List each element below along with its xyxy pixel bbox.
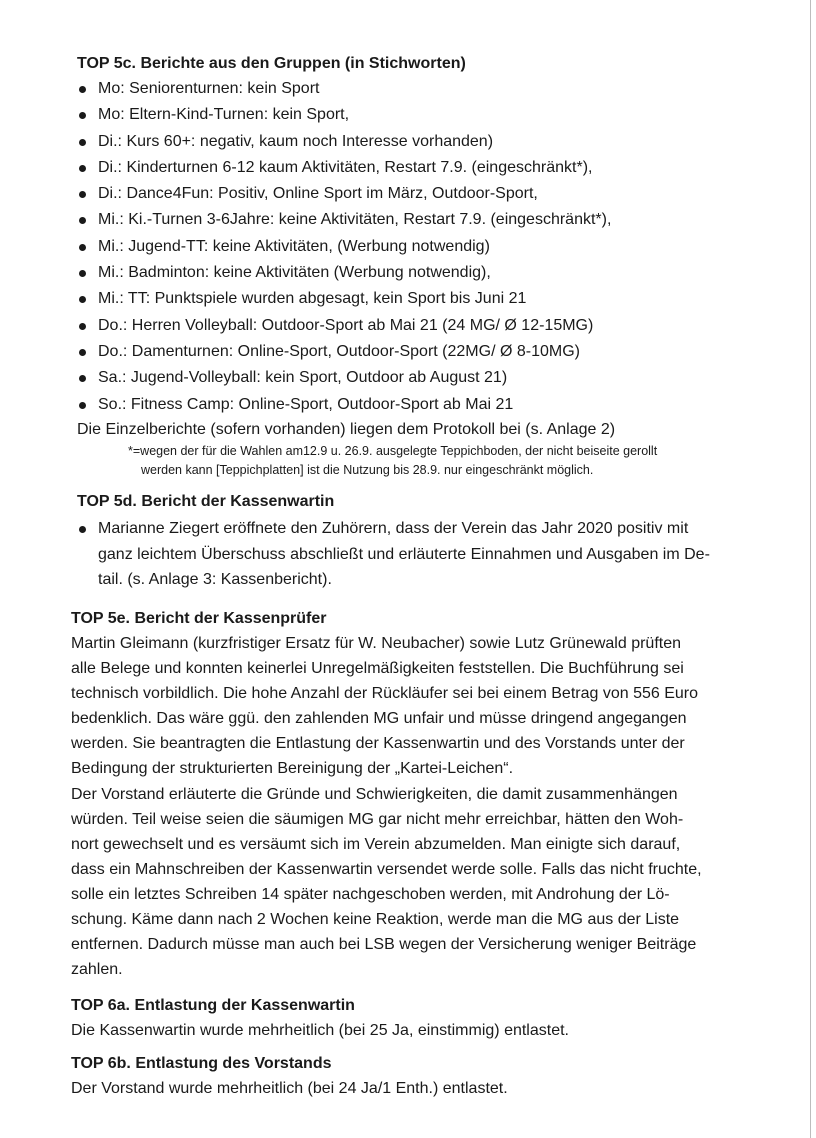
footnote-line: werden kann [Teppichplatten] ist die Nutzung bis 28.9. nur eingeschränkt möglich. bbox=[141, 463, 594, 477]
list-item: Mo: Eltern-Kind-Turnen: kein Sport, bbox=[77, 102, 615, 128]
text-line: schung. Käme dann nach 2 Wochen keine Reaktion, werde man die MG aus der Liste bbox=[71, 911, 680, 929]
text-line: technisch vorbildlich. Die hohe Anzahl der Rückläufer sei bei einem Betrag von 556 Euro bbox=[71, 685, 699, 703]
text-line: dass ein Mahnschreiben der Kassenwartin versendet werde solle. Falls das nicht fruchte, bbox=[71, 860, 702, 878]
top5c-heading: TOP 5c. Berichte aus den Gruppen (in Stichworten) bbox=[77, 55, 466, 72]
list-item: So.: Fitness Camp: Online-Sport, Outdoor-Sport ab Mai 21 bbox=[77, 392, 615, 418]
section-top5e bbox=[71, 607, 702, 982]
footnote-line: *=wegen der für die Wahlen am12.9 u. 26.9. ausgelegte Teppichboden, der nicht beiseite gerollt bbox=[128, 444, 658, 458]
attachment-note: Die Einzelberichte (sofern vorhanden) liegen dem Protokoll bei (s. Anlage 2) bbox=[77, 420, 616, 438]
list-item: Do.: Damenturnen: Online-Sport, Outdoor-Sport (22MG/ Ø 8-10MG) bbox=[77, 339, 615, 365]
text-line: entfernen. Dadurch müsse man auch bei LSB wegen der Versicherung weniger Beiträge bbox=[71, 936, 697, 954]
text-line: bedenklich. Das wäre ggü. den zahlenden MG unfair und müsse dringend angegangen bbox=[71, 710, 687, 728]
top6b-heading: TOP 6b. Entlastung des Vorstands bbox=[71, 1055, 332, 1072]
top6a-heading: TOP 6a. Entlastung der Kassenwartin bbox=[71, 997, 355, 1014]
text-line: Martin Gleimann (kurzfristiger Ersatz für W. Neubacher) sowie Lutz Grünewald prüften bbox=[71, 635, 682, 652]
text-line: nort gewechselt und es versäumt sich im Verein abzumelden. Man einigte sich darauf, bbox=[71, 835, 681, 853]
top5e-heading: TOP 5e. Bericht der Kassenprüfer bbox=[71, 610, 327, 627]
group-report-list bbox=[77, 76, 615, 418]
text-line: Bedingung der strukturierten Bereinigung der „Kartei-Leichen“. bbox=[71, 760, 514, 778]
list-item: Mi.: Badminton: keine Aktivitäten (Werbung notwendig), bbox=[77, 260, 615, 286]
list-item: Mo: Seniorenturnen: kein Sport bbox=[77, 76, 615, 102]
section-top5c bbox=[77, 52, 615, 442]
list-item: Di.: Dance4Fun: Positiv, Online Sport im März, Outdoor-Sport, bbox=[77, 181, 615, 207]
text-line: alle Belege und konnten keinerlei Unregelmäßigkeiten feststellen. Die Buchführung sei bbox=[71, 660, 684, 678]
text-line: würden. Teil weise seien die säumigen MG gar nicht mehr erreichbar, hätten den Woh- bbox=[71, 810, 684, 828]
text-line: Marianne Ziegert eröffnete den Zuhörern, dass der Verein das Jahr 2020 positiv mit bbox=[98, 520, 689, 537]
page-edge-line bbox=[810, 0, 811, 1138]
list-item: Mi.: Ki.-Turnen 3-6Jahre: keine Aktivitäten, Restart 7.9. (eingeschränkt*), bbox=[77, 207, 615, 233]
bullet-dot bbox=[79, 526, 86, 533]
text-line: Der Vorstand wurde mehrheitlich (bei 24 Ja/1 Enth.) entlastet. bbox=[71, 1080, 508, 1097]
list-item: Di.: Kurs 60+: negativ, kaum noch Interesse vorhanden) bbox=[77, 129, 615, 155]
text-line: Die Kassenwartin wurde mehrheitlich (bei 25 Ja, einstimmig) entlastet. bbox=[71, 1022, 569, 1039]
top5d-heading: TOP 5d. Bericht der Kassenwartin bbox=[77, 493, 335, 510]
list-item: Sa.: Jugend-Volleyball: kein Sport, Outdoor ab August 21) bbox=[77, 365, 615, 391]
text-line: Der Vorstand erläuterte die Gründe und Schwierigkeiten, die damit zusammenhängen bbox=[71, 785, 678, 803]
list-item: Di.: Kinderturnen 6-12 kaum Aktivitäten, Restart 7.9. (eingeschränkt*), bbox=[77, 155, 615, 181]
text-line: solle ein letztes Schreiben 14 später nachgeschoben werden, mit Androhung der Lö- bbox=[71, 885, 670, 903]
text-line: ganz leichtem Überschuss abschließt und erläuterte Einnahmen und Ausgaben im De- bbox=[98, 545, 710, 563]
section-top5d bbox=[77, 490, 777, 593]
list-item: Do.: Herren Volleyball: Outdoor-Sport ab Mai 21 (24 MG/ Ø 12-15MG) bbox=[77, 313, 615, 339]
footnote bbox=[128, 442, 657, 480]
text-line: zahlen. bbox=[71, 961, 123, 979]
text-line: werden. Sie beantragten die Entlastung der Kassenwartin und des Vorstands unter der bbox=[71, 735, 685, 753]
list-item: Mi.: TT: Punktspiele wurden abgesagt, kein Sport bis Juni 21 bbox=[77, 286, 615, 312]
text-line: tail. (s. Anlage 3: Kassenbericht). bbox=[98, 571, 332, 588]
section-top6b bbox=[71, 1052, 508, 1101]
section-top6a bbox=[71, 994, 569, 1043]
list-item: Mi.: Jugend-TT: keine Aktivitäten, (Werbung notwendig) bbox=[77, 234, 615, 260]
list-item bbox=[77, 516, 777, 593]
